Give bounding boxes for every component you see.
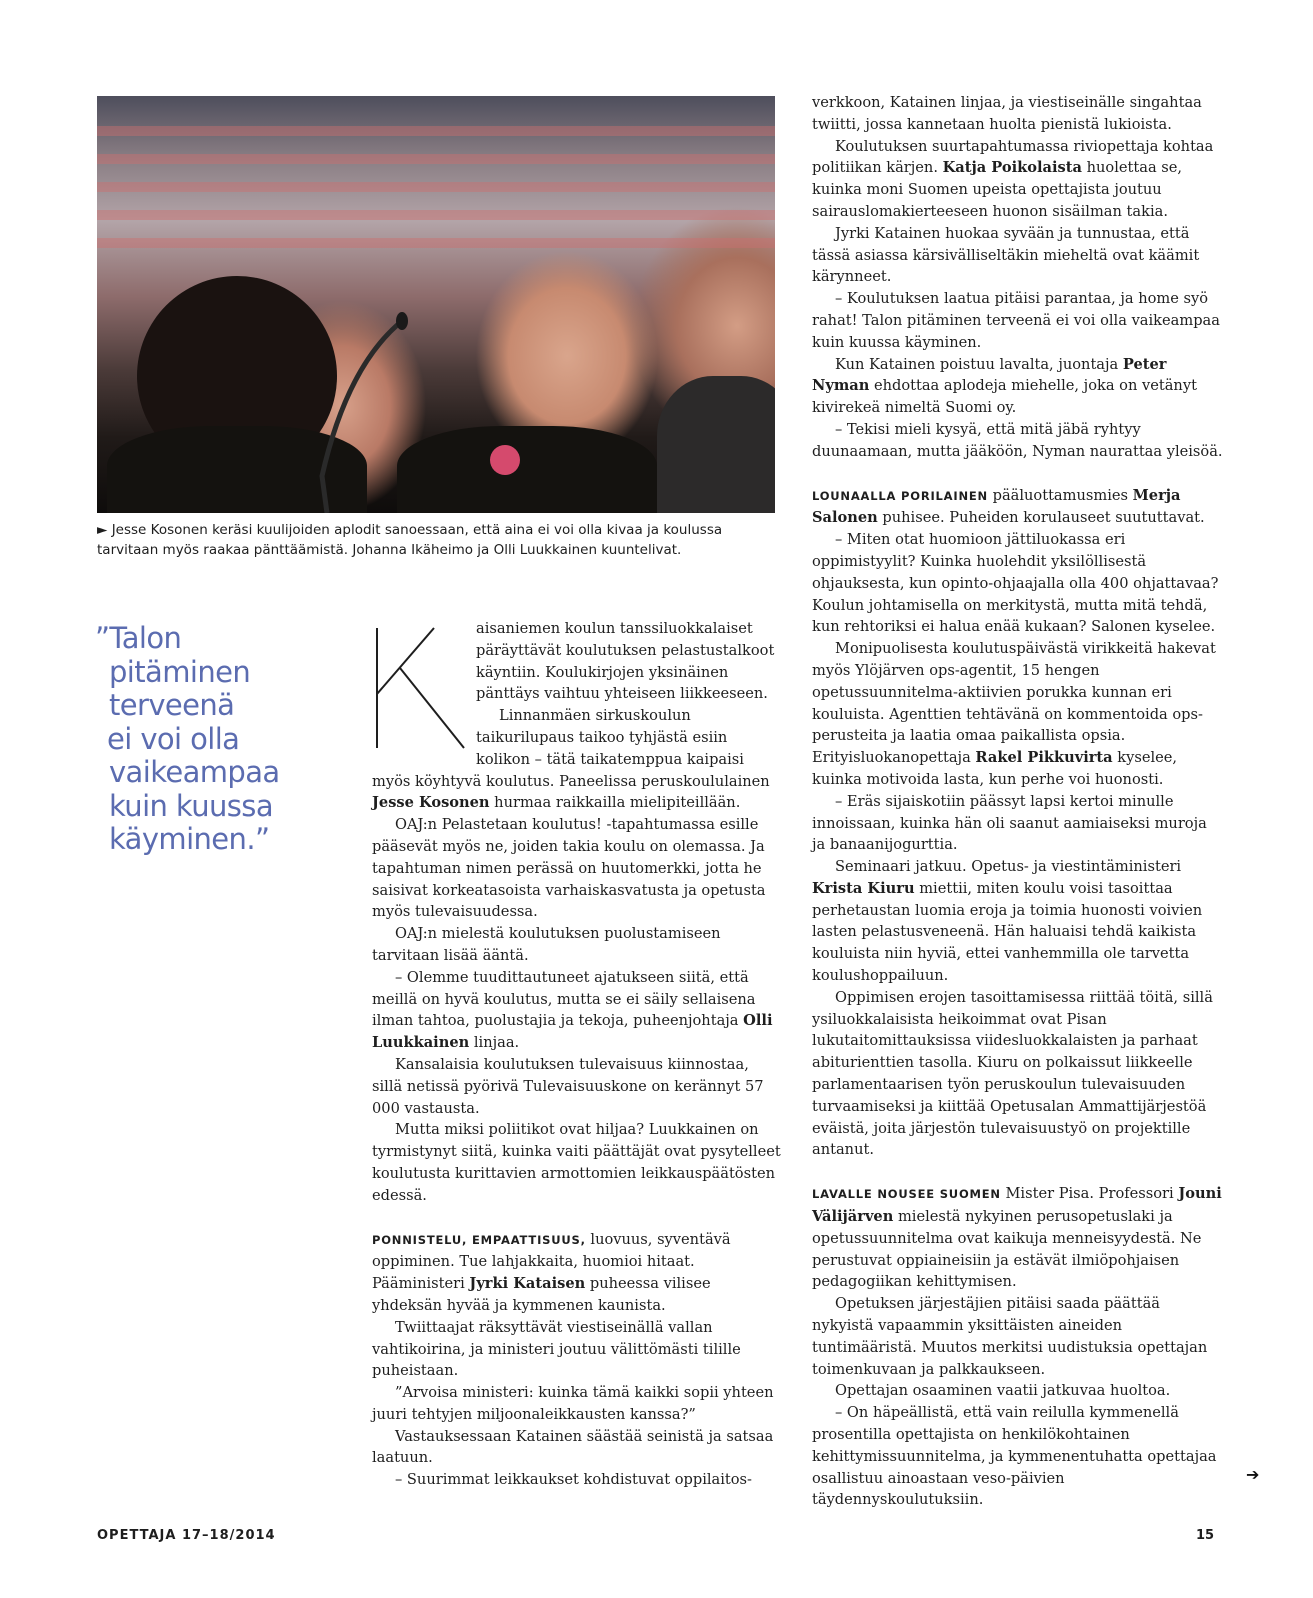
paragraph-text: – On häpeällistä, että vain reilulla kymmenellä prosentilla opettajista on henkilökohtainen kehittymissuunnitelma, ja kymmenentuhatta opettajaa osallistuu ainoastaan veso-päivien täydennyskoulutuksiin. (812, 1404, 1217, 1509)
paragraph-text: Kun Katainen poistuu lavalta, juontaja (835, 355, 1123, 373)
pull-quote-line: vaikeampaa (109, 755, 280, 789)
paragraph (812, 638, 1224, 791)
paragraph-text: Koulutuksen suurtapahtumassa riviopettaja kohtaa politiikan kärjen. (812, 137, 1214, 177)
paragraph (812, 1293, 1224, 1380)
paragraph-text: – Miten otat huomioon jättiluokassa eri oppimistyylit? Kuinka huolehdit yksilöllisestä ohjauksesta, kun opinto-ohjaajalla olla 400 ohjattavaa? Koulun johtamisella on merkitystä, mutta mitä tehdä, kun rehtoriksi ei halua enää kukaan? Salonen kyselee. (812, 531, 1219, 636)
section-paragraph (372, 1229, 782, 1317)
person-name: Jouni Välijärven (812, 1185, 1222, 1226)
paragraph-text: – Eräs sijaiskotiin päässyt lapsi kertoi minulle innoissaan, kuinka hän oli saanut aamiaiseksi muroja ja banaanijogurttia. (812, 792, 1207, 854)
person-name: Jesse Kosonen (372, 794, 490, 812)
paragraph-text: OAJ:n Pelastetaan koulutus! -tapahtumassa esille pääsevät myös ne, joiden takia koulu on olemassa. Ja tapahtuman nimen perässä on huutomerkki, jotta he saisivat korkeatasoista varhaiskasvatusta ja opetusta myös tulevaisuudessa. (372, 816, 766, 921)
section-paragraph (812, 1183, 1224, 1293)
paragraph (812, 1380, 1224, 1402)
person-name: Peter Nyman (812, 355, 1167, 395)
person-name: Merja Salonen (812, 486, 1181, 527)
paragraph-text: Monipuolisesta koulutuspäivästä virikkeitä hakevat myös Ylöjärven ops-agentit, 15 hengen opetussuunnitelma-aktiivien porukka kunnan eri kouluista. Agenttien tehtävänä on kommentoida ops-perusteita ja laatia omaa paikallista opsia. Erityisluokanopettaja (812, 640, 1216, 767)
paragraph (812, 354, 1224, 419)
paragraph-text: Mutta miksi poliitikot ovat hiljaa? Luukkainen on tyrmistynyt siitä, kuinka vaiti päättäjät ovat pysytelleet koulutusta kurittavien armottomien leikkauspäätösten edessä. (372, 1121, 781, 1204)
paragraph (812, 223, 1224, 288)
caption-text: Jesse Kosonen keräsi kuulijoiden aplodit sanoessaan, että aina ei voi olla kivaa ja koulussa tarvitaan myös raakaa pänttäämistä. Johanna Ikäheimo ja Olli Luukkainen kuuntelivat. (97, 522, 723, 558)
pull-quote-line: käyminen.” (109, 822, 270, 856)
paragraph (812, 288, 1224, 353)
article-column-1 (372, 618, 782, 1491)
paragraph-text: – Olemme tuudittautuneet ajatukseen siitä, että meillä on hyvä koulutus, mutta se ei säily sellaisena ilman tahtoa, puolustajia ja tekoja, puheenjohtaja (372, 968, 756, 1030)
paragraph-text: miettii, miten koulu voisi tasoittaa perhetaustan luomia eroja ja toimia huonosti voivien lasten pelastusveneenä. Hän haluaisi tehdä kaikista kouluista niin hyviä, ettei vanhemmilla ole tarvetta koulushoppailuun. (812, 879, 1203, 985)
paragraph (372, 923, 782, 967)
paragraph (372, 1426, 782, 1470)
paragraph-text: mielestä nykyinen perusopetuslaki ja opetussuunnitelma ovat kaikuja menneisyydestä. Ne perustuvat oppiaineisiin ja estävät ilmiöpohjaisen pedagogiikan kehittymisen. (812, 1208, 1202, 1291)
paragraph (812, 987, 1224, 1161)
paragraph (372, 1054, 782, 1119)
paragraph-text: Opettajan osaaminen vaatii jatkuvaa huoltoa. (835, 1382, 1171, 1400)
drop-cap-letter (372, 622, 468, 754)
paragraph-text: Kansalaisia koulutuksen tulevaisuus kiinnostaa, sillä netissä pyörivä Tulevaisuuskone on kerännyt 57 000 vastausta. (372, 1055, 764, 1117)
paragraph (812, 1402, 1224, 1511)
pull-quote-line: pitäminen (109, 654, 251, 689)
paragraph-text: Twiittaajat räksyttävät viestiseinällä vallan vahtikoirina, ja ministeri joutuu välittömästi tilille puheistaan. (372, 1318, 741, 1380)
paragraph-text: linjaa. (469, 1034, 520, 1052)
paragraph-text: luovuus, syventävä oppiminen. Tue lahjakkaita, huomioi hitaat. Pääministeri (372, 1230, 731, 1293)
paragraph (372, 1469, 782, 1491)
section-lead: PONNISTELU, EMPAATTISUUS, (372, 1232, 586, 1247)
magazine-issue: OPETTAJA 17–18/2014 (97, 1528, 276, 1543)
paragraph-text: puheessa vilisee yhdeksän hyvää ja kymmenen kaunista. (372, 1275, 711, 1314)
pull-quote-line: kuin kuussa (109, 788, 273, 823)
paragraph (812, 791, 1224, 856)
paragraph-text: – Suurimmat leikkaukset kohdistuvat oppilaitos- (395, 1471, 752, 1489)
page-number: 15 (1196, 1528, 1215, 1543)
pull-quote-line: ”Talon (95, 621, 182, 655)
person-name: Olli Luukkainen (372, 1012, 773, 1052)
section-paragraph (812, 485, 1224, 530)
person-name: Jyrki Kataisen (469, 1275, 586, 1293)
paragraph (812, 136, 1224, 223)
article-column-2 (812, 92, 1224, 1511)
paragraph-text: Linnanmäen sirkuskoulun taikurilupaus taikoo tyhjästä esiin kolikon – tätä taikatemppua kaipaisi myös köyhtyvä koulutus. Paneelissa peruskoululainen (372, 707, 770, 790)
pull-quote-line: terveenä (109, 688, 235, 722)
section-lead: LOUNAALLA PORILAINEN (812, 488, 988, 503)
paragraph-text: puhisee. Puheiden korulauseet suututtavat. (877, 509, 1205, 527)
photo-caption (97, 520, 777, 560)
paragraph (812, 92, 1224, 136)
paragraph-text: ehdottaa aplodeja miehelle, joka on vetänyt kivirekeä nimeltä Suomi oy. (812, 377, 1197, 417)
person-name: Rakel Pikkuvirta (975, 749, 1113, 767)
paragraph-text: – Koulutuksen laatua pitäisi parantaa, ja home syö rahat! Talon pitäminen terveenä ei voi olla vaikeampaa kuin kuussa käyminen. (812, 290, 1220, 351)
paragraph-text: OAJ:n mielestä koulutuksen puolustamiseen tarvitaan lisää ääntä. (372, 925, 721, 964)
paragraph-text: Jyrki Katainen huokaa syvään ja tunnustaa, että tässä asiassa kärsivälliseltäkin mieheltä ovat käämit kärynneet. (812, 224, 1200, 286)
paragraph (372, 814, 782, 923)
paragraph (812, 856, 1224, 987)
paragraph (372, 1119, 782, 1206)
paragraph-text: aisaniemen koulun tanssiluokkalaiset päräyttävät koulutuksen pelastustalkoot käyntiin. Koulukirjojen yksinäinen pänttäys vaihtuu yhteiseen liikkeeseen. (476, 620, 775, 703)
person-name: Krista Kiuru (812, 879, 915, 897)
continue-arrow-icon: ➔ (1246, 1465, 1260, 1484)
paragraph-text: ”Arvoisa ministeri: kuinka tämä kaikki sopii yhteen juuri tehtyjen miljoonaleikkausten kanssa?” (372, 1384, 774, 1423)
pull-quote-line: ei voi olla (107, 721, 240, 756)
paragraph-text: Seminaari jatkuu. Opetus- ja viestintäministeri (835, 858, 1182, 876)
person-name: Katja Poikolaista (942, 159, 1082, 177)
paragraph-text: verkkoon, Katainen linjaa, ja viestiseinälle singahtaa twiitti, jossa kannetaan huolta pienistä lukioista. (812, 94, 1202, 133)
paragraph-text: kyselee, kuinka motivoida lasta, kun perhe voi huonosti. (812, 749, 1178, 788)
pull-quote (95, 622, 315, 857)
paragraph (372, 1317, 782, 1382)
article-photo (97, 96, 775, 513)
caption-marker-icon: ► (97, 522, 108, 538)
paragraph (812, 529, 1224, 638)
paragraph-text: Opetuksen järjestäjien pitäisi saada päättää nykyistä vapaammin yksittäisten aineiden tuntimääristä. Muutos merkitsi uudistuksia opettajan toimenkuvaan ja palkkaukseen. (812, 1295, 1208, 1378)
paragraph (372, 967, 782, 1054)
paragraph-text: huolettaa se, kuinka moni Suomen upeista opettajista joutuu sairauslomakierteeseen huonon sisäilman takia. (812, 159, 1183, 220)
paragraph-text: Vastauksessaan Katainen säästää seinistä ja satsaa laatuun. (372, 1427, 774, 1467)
paragraph-text: – Tekisi mieli kysyä, että mitä jäbä ryhtyy duunaamaan, mutta jääköön, Nyman naurattaa yleisöä. (812, 420, 1223, 460)
section-lead: LAVALLE NOUSEE SUOMEN (812, 1187, 1001, 1202)
paragraph-text: Mister Pisa. Professori (1000, 1185, 1179, 1203)
paragraph-text: pääluottamusmies (987, 486, 1133, 504)
paragraph-text: hurmaa raikkailla mielipiteillään. (489, 794, 741, 812)
paragraph (372, 1382, 782, 1426)
paragraph (812, 419, 1224, 463)
microphone-icon (97, 96, 775, 513)
paragraph-text: Oppimisen erojen tasoittamisessa riittää töitä, sillä ysiluokkalaisista heikoimmat ovat Pisan lukutaitomittauksissa viidesluokkalaisten ja parhaat abiturienttien tasolla. Kiuru on polkaissut liikkeelle parlamentaarisen työn peruskoulun tulevaisuuden turvaamiseksi ja kiittää Opetusalan Ammattijärjestöä eväistä, joita järjestön tulevaisuustyö on projektille antanut. (812, 988, 1213, 1159)
